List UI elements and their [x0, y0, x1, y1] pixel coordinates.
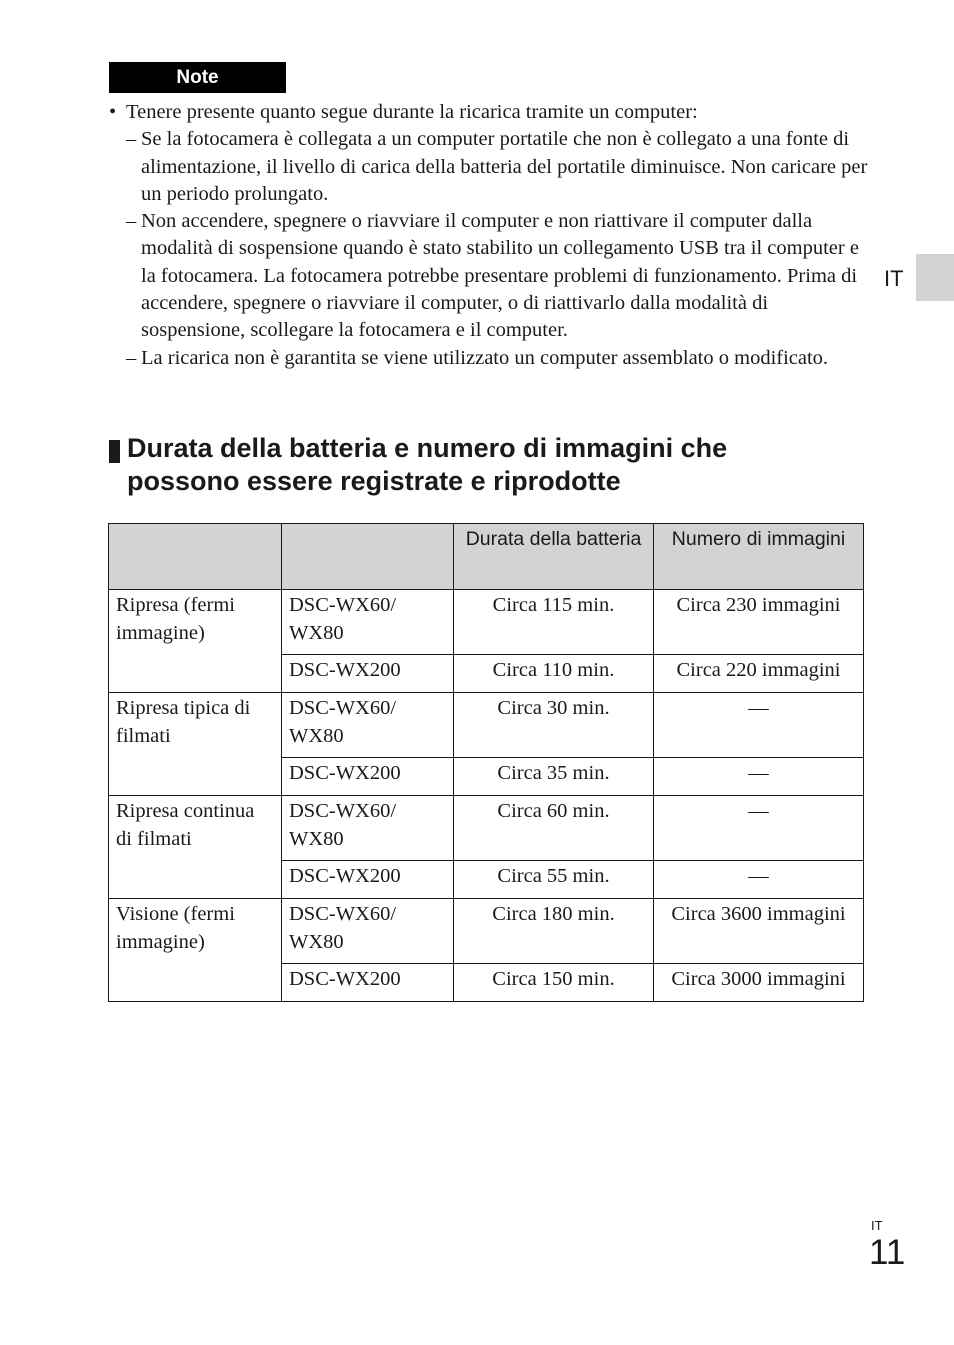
- note-item-3: [109, 345, 869, 372]
- table-row: [109, 590, 864, 655]
- dash-symbol: –: [126, 210, 137, 233]
- battery-table: [108, 523, 864, 1002]
- page-number: 11: [869, 1233, 906, 1272]
- header-images: Numero di immagini: [654, 524, 864, 590]
- images-cell: —: [654, 758, 864, 796]
- table-row: [109, 899, 864, 964]
- duration-cell: Circa 110 min.: [454, 655, 654, 693]
- category-cell: Ripresa continua di filmati: [109, 796, 282, 899]
- model-cell: DSC-WX60/ WX80: [282, 693, 454, 758]
- model-cell: DSC-WX200: [282, 964, 454, 1002]
- table-header-row: [109, 524, 864, 590]
- model-cell: DSC-WX60/ WX80: [282, 899, 454, 964]
- duration-cell: Circa 180 min.: [454, 899, 654, 964]
- language-side-tab: [916, 254, 954, 301]
- images-cell: Circa 3600 immagini: [654, 899, 864, 964]
- images-cell: —: [654, 796, 864, 861]
- note-bullet: [109, 99, 869, 126]
- note-label: Note: [109, 62, 286, 93]
- header-model: [282, 524, 454, 590]
- table-row: [109, 796, 864, 861]
- note-item-text: Se la fotocamera è collegata a un computer portatile che non è collegato a una fonte di alimentazione, il livello di carica della batteria del portatile diminuisce. Non caricare per un periodo prolungato.: [141, 128, 868, 205]
- bullet-symbol: •: [109, 101, 117, 123]
- duration-cell: Circa 60 min.: [454, 796, 654, 861]
- category-cell: Ripresa (fermi immagine): [109, 590, 282, 693]
- model-cell: DSC-WX60/ WX80: [282, 796, 454, 861]
- duration-cell: Circa 150 min.: [454, 964, 654, 1002]
- images-cell: —: [654, 693, 864, 758]
- header-category: [109, 524, 282, 590]
- note-item-2: [109, 208, 869, 344]
- images-cell: —: [654, 861, 864, 899]
- language-label: IT: [884, 266, 904, 291]
- dash-symbol: –: [126, 128, 137, 151]
- duration-cell: Circa 35 min.: [454, 758, 654, 796]
- images-cell: Circa 220 immagini: [654, 655, 864, 693]
- table-row: [109, 693, 864, 758]
- category-cell: Ripresa tipica di filmati: [109, 693, 282, 796]
- model-cell: DSC-WX60/ WX80: [282, 590, 454, 655]
- note-item-text: Non accendere, spegnere o riavviare il computer e non riattivare il computer dalla modalità di sospensione quando è stato stabilito un collegamento USB tra il computer e la fotocamera. La fotocamera potrebbe presentare problemi di funzionamento. Prima di accendere, spegnere o riavviare il computer, o di riattivarlo dalla modalità di sospensione, scollegare la fotocamera e il computer.: [141, 210, 859, 342]
- duration-cell: Circa 30 min.: [454, 693, 654, 758]
- model-cell: DSC-WX200: [282, 655, 454, 693]
- note-item-1: [109, 126, 869, 208]
- page-language-label: IT: [871, 1218, 883, 1233]
- dash-symbol: –: [126, 346, 137, 369]
- note-body: [109, 99, 869, 372]
- model-cell: DSC-WX200: [282, 758, 454, 796]
- duration-cell: Circa 115 min.: [454, 590, 654, 655]
- category-cell: Visione (fermi immagine): [109, 899, 282, 1002]
- images-cell: Circa 230 immagini: [654, 590, 864, 655]
- images-cell: Circa 3000 immagini: [654, 964, 864, 1002]
- note-item-text: La ricarica non è garantita se viene utilizzato un computer assemblato o modificato.: [141, 346, 829, 369]
- section-title: Durata della batteria e numero di immagini che possono essere registrate e riprodotte: [127, 433, 728, 496]
- duration-cell: Circa 55 min.: [454, 861, 654, 899]
- model-cell: DSC-WX200: [282, 861, 454, 899]
- note-intro: Tenere presente quanto segue durante la ricarica tramite un computer:: [126, 101, 698, 123]
- section-marker-icon: [109, 440, 120, 463]
- header-duration: Durata della batteria: [454, 524, 654, 590]
